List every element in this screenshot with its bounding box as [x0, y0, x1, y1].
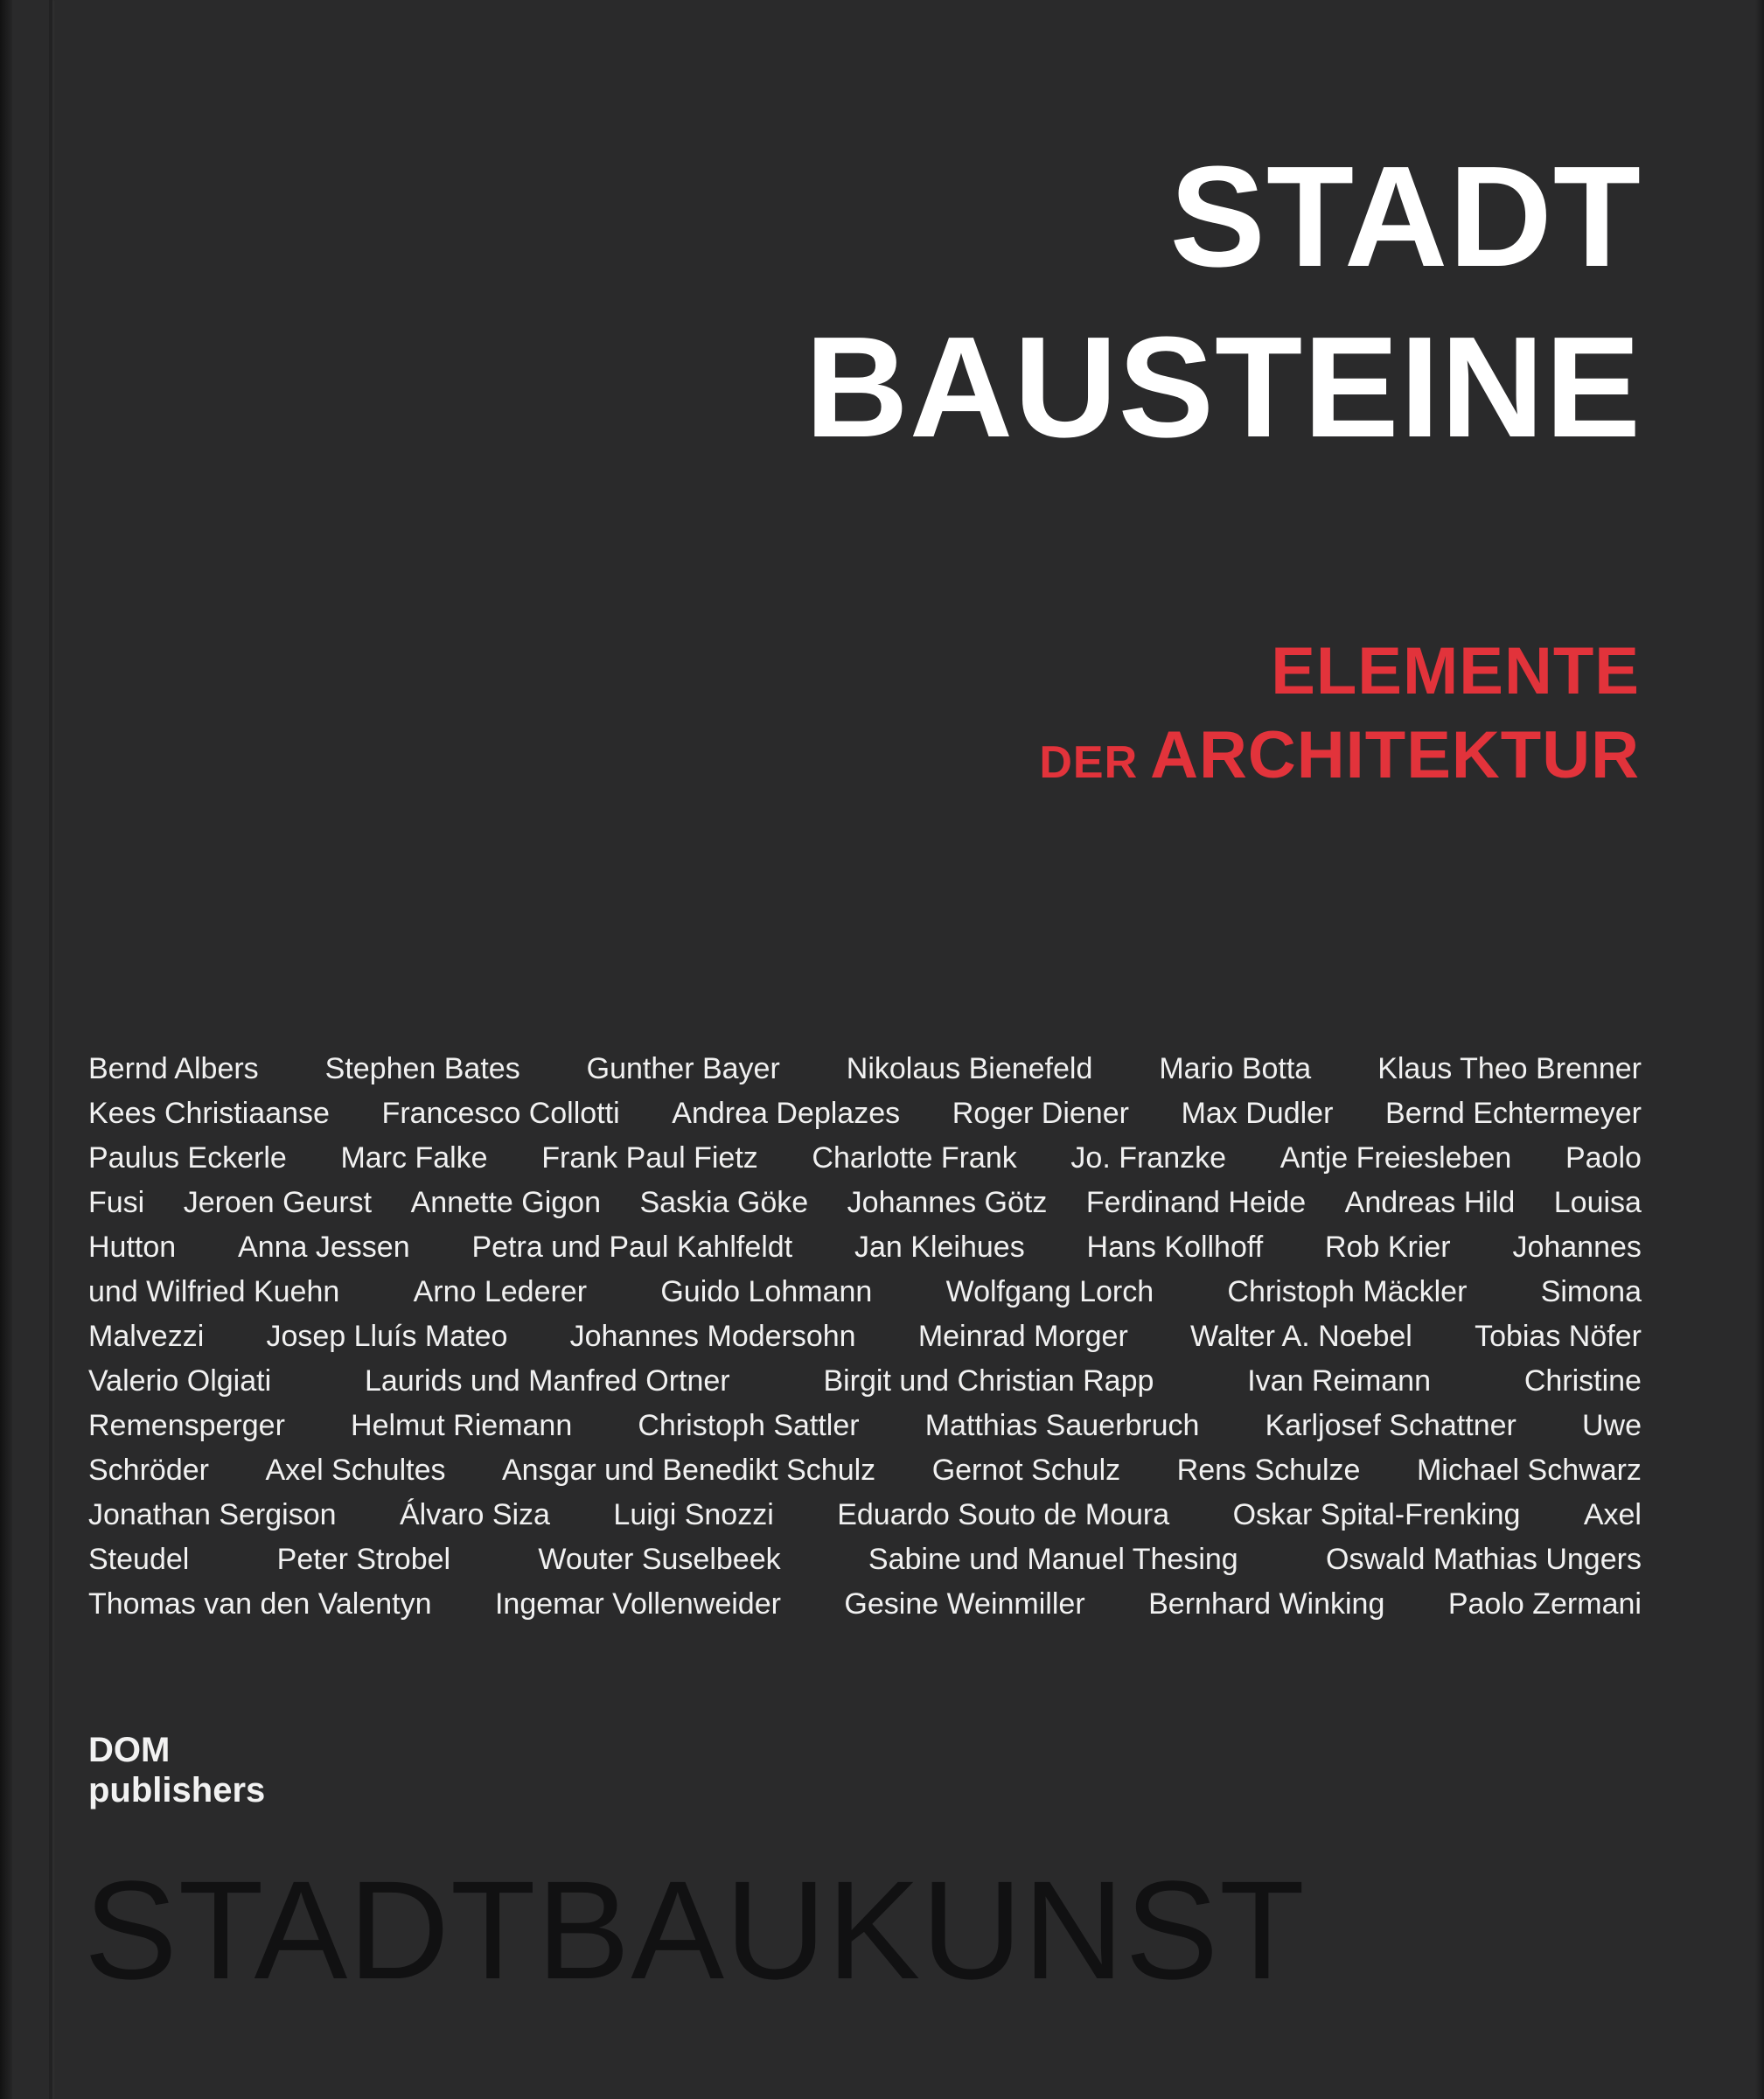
author-name: Laurids und Manfred Ortner — [364, 1364, 730, 1398]
author-name: Álvaro Siza — [400, 1498, 550, 1531]
author-name: Arno Lederer — [413, 1275, 588, 1308]
author-name: Remensperger — [88, 1409, 285, 1442]
author-name: Jo. Franzke — [1070, 1141, 1227, 1175]
author-line — [88, 1091, 1642, 1136]
author-name: Christine — [1523, 1364, 1642, 1398]
author-name: Jeroen Geurst — [183, 1186, 373, 1219]
author-name: Annette Gigon — [410, 1186, 601, 1219]
author-name: Johannes Modersohn — [569, 1320, 856, 1353]
author-line — [88, 1314, 1642, 1359]
author-name: Wolfgang Lorch — [945, 1275, 1154, 1308]
author-name: Roger Diener — [952, 1097, 1129, 1130]
author-line — [88, 1136, 1642, 1181]
author-name: Charlotte Frank — [812, 1141, 1017, 1175]
publisher-line-1: DOM — [88, 1731, 171, 1769]
author-line — [88, 1181, 1642, 1225]
author-line — [88, 1493, 1642, 1538]
author-name: Mario Botta — [1159, 1052, 1312, 1085]
author-name: Christoph Sattler — [638, 1409, 860, 1442]
author-name: Tobias Nöfer — [1475, 1320, 1642, 1353]
author-name: Andrea Deplazes — [672, 1097, 901, 1130]
author-name: Uwe — [1581, 1409, 1642, 1442]
author-name: Bernhard Winking — [1148, 1587, 1385, 1621]
author-name: Valerio Olgiati — [88, 1364, 272, 1398]
author-name: Hans Kollhoff — [1086, 1231, 1264, 1264]
author-name: Nikolaus Bienefeld — [846, 1052, 1093, 1085]
author-name: Rob Krier — [1325, 1231, 1451, 1264]
author-name: Simona — [1540, 1275, 1642, 1308]
author-name: Klaus Theo Brenner — [1377, 1052, 1642, 1085]
author-name: Kees Christiaanse — [88, 1097, 330, 1130]
author-name: Louisa — [1553, 1186, 1642, 1219]
author-name: Walter A. Noebel — [1190, 1320, 1412, 1353]
author-name: Ferdinand Heide — [1085, 1186, 1307, 1219]
author-name: Gesine Weinmiller — [844, 1587, 1085, 1621]
spine-edge — [0, 0, 12, 2099]
author-name: Max Dudler — [1181, 1097, 1334, 1130]
author-name: Antje Freiesleben — [1279, 1141, 1512, 1175]
subtitle-line-1: ELEMENTE — [1271, 634, 1640, 708]
author-name: Schröder — [88, 1454, 209, 1487]
author-name: Birgit und Christian Rapp — [823, 1364, 1154, 1398]
author-name: Steudel — [88, 1543, 190, 1576]
author-line — [88, 1538, 1642, 1582]
author-name: Karljosef Schattner — [1265, 1409, 1516, 1442]
author-name: Petra und Paul Kahlfeldt — [471, 1231, 793, 1264]
author-line — [88, 1225, 1642, 1270]
author-name: Oswald Mathias Ungers — [1326, 1543, 1642, 1576]
author-name: Paulus Eckerle — [88, 1141, 287, 1175]
author-name: Ivan Reimann — [1247, 1364, 1431, 1398]
author-name: Andreas Hild — [1344, 1186, 1516, 1219]
author-name: Helmut Riemann — [351, 1409, 573, 1442]
author-name: Meinrad Morger — [917, 1320, 1128, 1353]
author-name: Stephen Bates — [324, 1052, 520, 1085]
author-line — [88, 1359, 1642, 1404]
author-name: und Wilfried Kuehn — [88, 1275, 340, 1308]
author-name: Sabine und Manuel Thesing — [868, 1543, 1238, 1576]
author-name: Francesco Collotti — [381, 1097, 620, 1130]
subtitle-main: ARCHITEKTUR — [1150, 718, 1640, 792]
author-name: Bernd Echtermeyer — [1385, 1097, 1642, 1130]
author-name: Gernot Schulz — [931, 1454, 1121, 1487]
author-name: Paolo — [1565, 1141, 1642, 1175]
series-title: STADTBAUKUNST — [84, 1851, 1306, 2008]
title-line-1: STADT — [1169, 136, 1642, 296]
author-name: Michael Schwarz — [1416, 1454, 1642, 1487]
author-name: Johannes Götz — [847, 1186, 1048, 1219]
author-name: Ingemar Vollenweider — [494, 1587, 781, 1621]
title-line-2: BAUSTEINE — [805, 307, 1642, 467]
author-name: Thomas van den Valentyn — [88, 1587, 432, 1621]
author-name: Fusi — [88, 1186, 145, 1219]
author-name: Wouter Suselbeek — [538, 1543, 781, 1576]
author-line — [88, 1270, 1642, 1314]
author-name: Christoph Mäckler — [1227, 1275, 1468, 1308]
author-name: Ansgar und Benedikt Schulz — [502, 1454, 876, 1487]
author-line — [88, 1047, 1642, 1091]
book-title — [805, 131, 1642, 472]
author-name: Eduardo Souto de Moura — [837, 1498, 1170, 1531]
author-line — [88, 1582, 1642, 1627]
author-line — [88, 1448, 1642, 1493]
author-name: Oskar Spital-Frenking — [1232, 1498, 1521, 1531]
author-name: Malvezzi — [88, 1320, 205, 1353]
subtitle-line-2 — [1039, 714, 1640, 816]
author-name: Johannes — [1512, 1231, 1642, 1264]
author-name: Jonathan Sergison — [88, 1498, 337, 1531]
author-line — [88, 1404, 1642, 1448]
author-name: Marc Falke — [340, 1141, 488, 1175]
author-name: Jan Kleihues — [854, 1231, 1025, 1264]
author-name: Peter Strobel — [276, 1543, 451, 1576]
subtitle-prefix: DER — [1039, 737, 1139, 788]
author-name: Rens Schulze — [1176, 1454, 1361, 1487]
author-name: Axel Schultes — [265, 1454, 446, 1487]
author-name: Hutton — [88, 1231, 177, 1264]
book-subtitle — [1039, 630, 1640, 816]
author-list — [88, 1047, 1642, 1627]
author-name: Matthias Sauerbruch — [924, 1409, 1200, 1442]
author-name: Bernd Albers — [88, 1052, 259, 1085]
spine-crease — [49, 0, 52, 2099]
author-name: Josep Lluís Mateo — [266, 1320, 508, 1353]
cover-right-edge — [1755, 0, 1764, 2099]
author-name: Anna Jessen — [238, 1231, 410, 1264]
author-name: Gunther Bayer — [586, 1052, 780, 1085]
author-name: Axel — [1583, 1498, 1642, 1531]
author-name: Saskia Göke — [639, 1186, 809, 1219]
author-name: Luigi Snozzi — [613, 1498, 774, 1531]
publisher-line-2: publishers — [88, 1771, 266, 1810]
author-name: Guido Lohmann — [660, 1275, 873, 1308]
publisher-logo — [88, 1730, 265, 1810]
author-name: Paolo Zermani — [1447, 1587, 1642, 1621]
author-name: Frank Paul Fietz — [541, 1141, 758, 1175]
